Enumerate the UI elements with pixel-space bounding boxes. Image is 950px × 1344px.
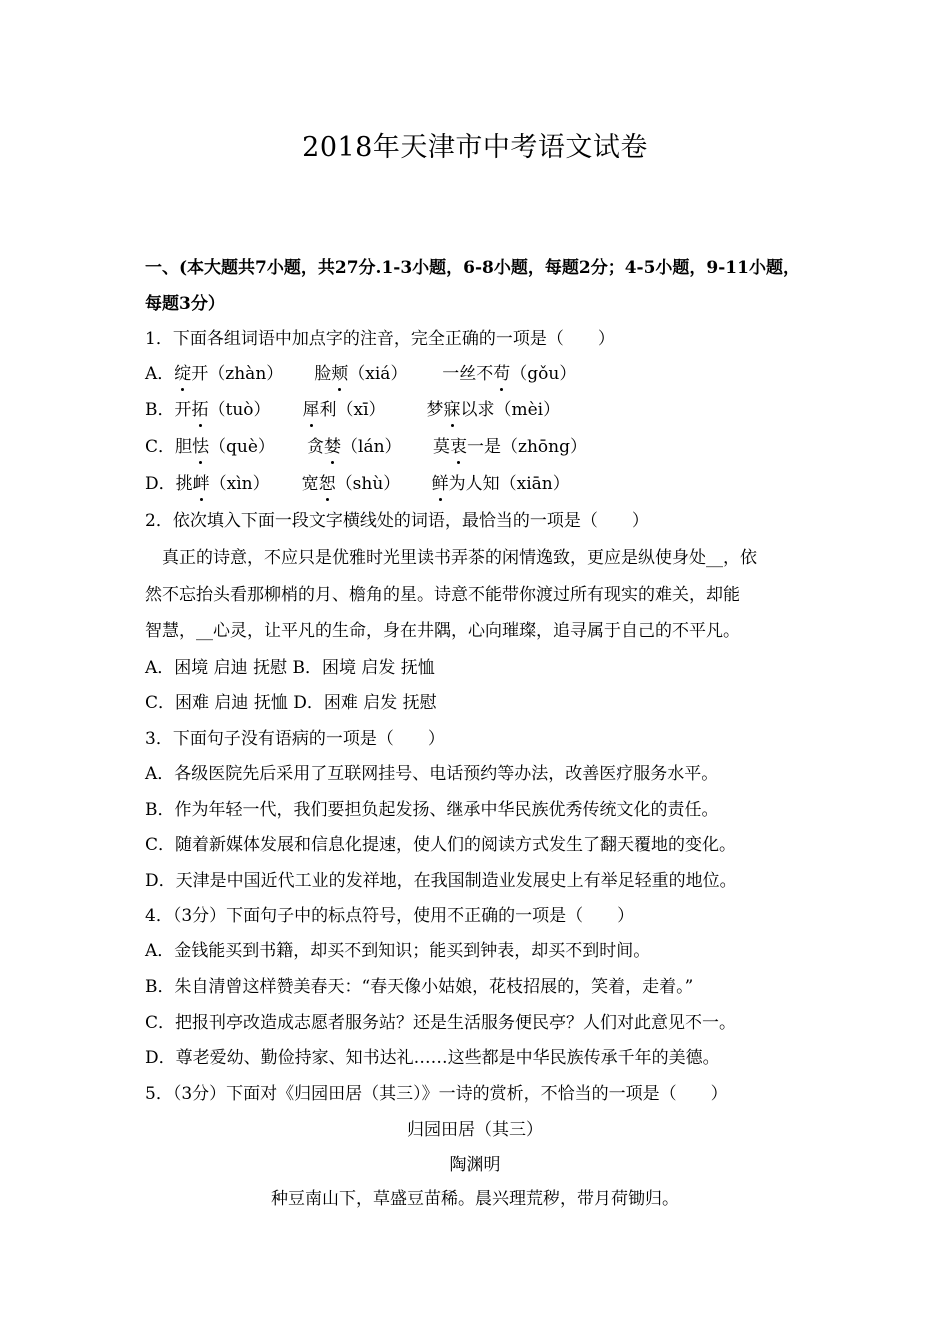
- q2-stem: 2．依次填入下面一段文字横线处的词语，最恰当的一项是（ ）: [145, 511, 649, 531]
- word-text: 莫: [433, 437, 451, 457]
- page-title: 2018年天津市中考语文试卷: [302, 132, 648, 163]
- option-label: B．: [145, 400, 175, 420]
- dotted-char: 怯: [192, 437, 210, 457]
- q2-passage-line2: 然不忘抬头看那柳梢的月、檐角的星。诗意不能带你渡过所有现实的难关，却能: [145, 585, 740, 605]
- word-text: （tuò）: [208, 400, 271, 420]
- word-text: 挑: [175, 474, 193, 494]
- poem-author: 陶渊明: [449, 1155, 501, 1175]
- word-text: （xiá）: [348, 364, 408, 384]
- poem-line-1: 种豆南山下，草盛豆苗稀。晨兴理荒秽，带月荷锄归。: [271, 1189, 679, 1209]
- word-text: 为人知（xiān）: [448, 474, 570, 494]
- word-text: 宽: [301, 474, 319, 494]
- dotted-char: 婪: [324, 437, 342, 457]
- option-label: D．: [145, 474, 176, 494]
- dotted-char: 鲜: [431, 474, 449, 494]
- q2-passage-line1: 真正的诗意，不应只是优雅时光里读书弄茶的闲情逸致，更应是纵使身处__，依: [162, 548, 757, 568]
- word-text: 贪: [307, 437, 325, 457]
- q3-option-b: B．作为年轻一代，我们要担负起发扬、继承中华民族优秀传统文化的责任。: [145, 800, 719, 820]
- section-header-line2: 每题3分）: [145, 294, 225, 314]
- q1-option-c: [145, 435, 587, 459]
- word-text: 开（zhàn）: [191, 364, 284, 384]
- dotted-char: 颊: [331, 364, 349, 384]
- section-header-line1: 一、(本大题共7小题，共27分.1-3小题，6-8小题，每题2分；4-5小题，9-11小题，: [145, 258, 800, 278]
- q4-option-c: C．把报刊亭改造成志愿者服务站？还是生活服务便民亭？人们对此意见不一。: [145, 1013, 737, 1033]
- word-text: （lán）: [341, 437, 402, 457]
- option-label: C．: [145, 437, 176, 457]
- word-text: （què）: [209, 437, 275, 457]
- q4-stem: 4．（3分）下面句子中的标点符号，使用不正确的一项是（ ）: [145, 906, 635, 926]
- q3-option-c: C．随着新媒体发展和信息化提速，使人们的阅读方式发生了翻天覆地的变化。: [145, 835, 737, 855]
- word-text: 梦: [426, 400, 444, 420]
- q1-option-a: [145, 362, 576, 386]
- option-label: A．: [145, 364, 175, 384]
- q2-options-ab: A．困境 启迪 抚慰 B．困境 启发 抚恤: [145, 658, 435, 678]
- word-text: 以求（mèi）: [460, 400, 561, 420]
- q2-passage-line3: 智慧，__心灵，让平凡的生命，身在井隅，心向璀璨，追寻属于自己的不平凡。: [145, 621, 740, 641]
- poem-title: 归园田居（其三）: [407, 1120, 543, 1140]
- word-text: 胆: [175, 437, 193, 457]
- word-text: （xìn）: [209, 474, 270, 494]
- word-text: 利（xī）: [319, 400, 386, 420]
- dotted-char: 衅: [192, 474, 210, 494]
- q3-option-d: D．天津是中国近代工业的发祥地，在我国制造业发展史上有举足轻重的地位。: [145, 871, 737, 891]
- q1-option-d: [145, 472, 570, 496]
- dotted-char: 恕: [318, 474, 336, 494]
- word-text: 开: [174, 400, 192, 420]
- q1-stem: 1．下面各组词语中加点字的注音，完全正确的一项是（ ）: [145, 329, 615, 349]
- dotted-char: 绽: [174, 364, 192, 384]
- dotted-char: 衷: [450, 437, 468, 457]
- word-text: 一丝不: [442, 364, 494, 384]
- dotted-char: 犀: [302, 400, 320, 420]
- q3-stem: 3．下面句子没有语病的一项是（ ）: [145, 729, 445, 749]
- q2-options-cd: C．困难 启迪 抚恤 D．困难 启发 抚慰: [145, 693, 437, 713]
- word-text: 脸: [314, 364, 332, 384]
- q4-option-b: B．朱自清曾这样赞美春天：“春天像小姑娘，花枝招展的，笑着，走着。”: [145, 977, 694, 997]
- q4-option-a: A．金钱能买到书籍，却买不到知识；能买到钟表，却买不到时间。: [145, 941, 651, 961]
- word-text: （gǒu）: [510, 364, 577, 384]
- q3-option-a: A．各级医院先后采用了互联网挂号、电话预约等办法，改善医疗服务水平。: [145, 764, 719, 784]
- dotted-char: 寐: [443, 400, 461, 420]
- dotted-char: 苟: [493, 364, 511, 384]
- word-text: 一是（zhōng）: [467, 437, 587, 457]
- q1-option-b: [145, 398, 560, 422]
- q5-stem: 5．（3分）下面对《归园田居（其三）》一诗的赏析，不恰当的一项是（ ）: [145, 1084, 728, 1104]
- dotted-char: 拓: [191, 400, 209, 420]
- q4-option-d: D．尊老爱幼、勤俭持家、知书达礼……这些都是中华民族传承千年的美德。: [145, 1048, 720, 1068]
- word-text: （shù）: [335, 474, 401, 494]
